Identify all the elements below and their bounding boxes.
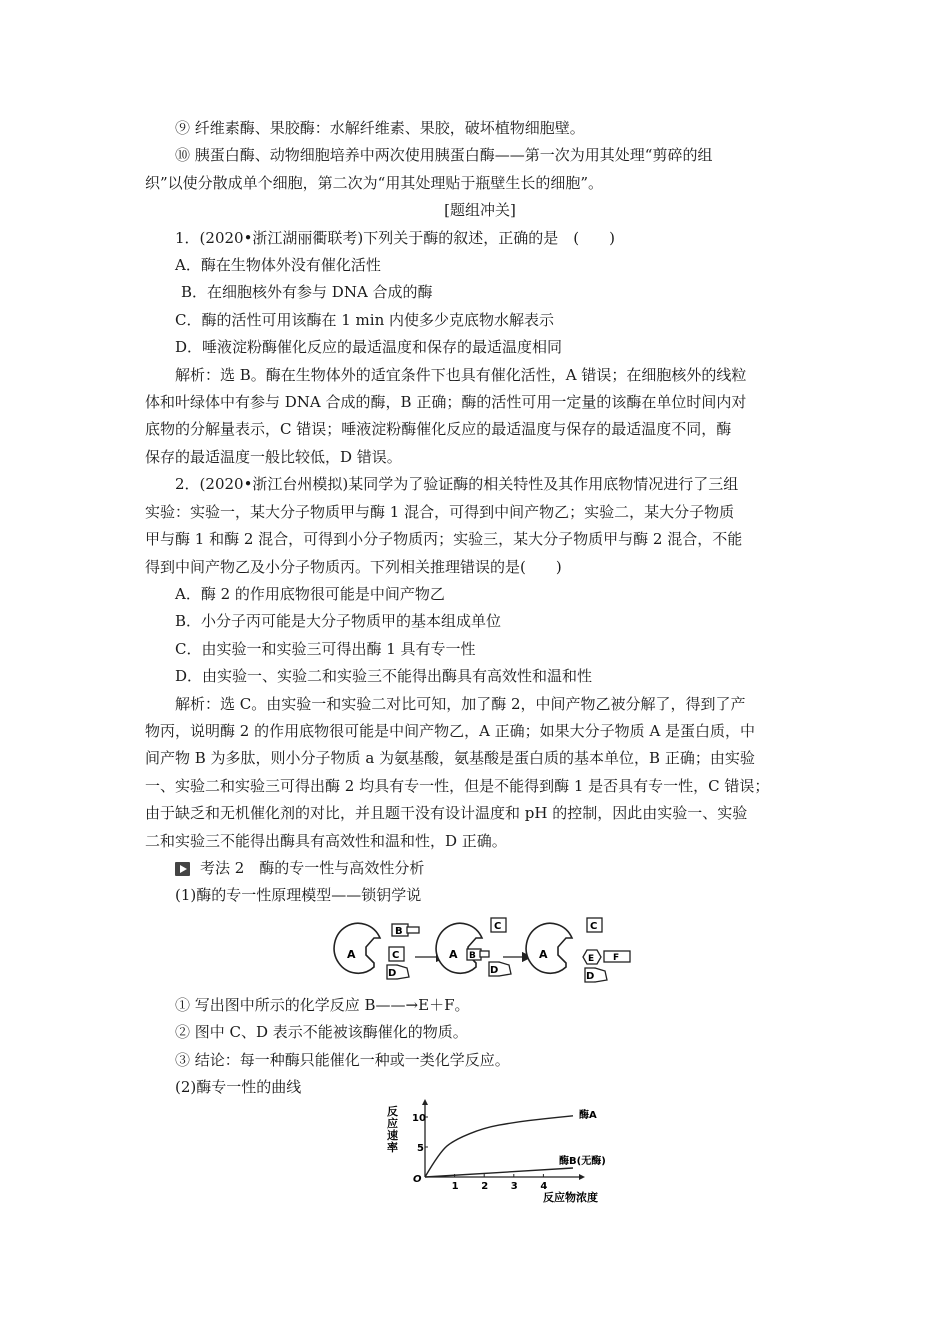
enzyme-a-stage-2 bbox=[436, 923, 489, 973]
play-icon bbox=[175, 862, 190, 876]
question-1-stem: 1．(2020•浙江湖丽衢联考)下列关于酶的叙述，正确的是 ( ) bbox=[175, 228, 615, 247]
question-2-option-b: B．小分子丙可能是大分子物质甲的基本组成单位 bbox=[175, 612, 502, 631]
answer-2-line: 解析：选 C。由实验一和实验二对比可知，加了酶 2，中间产物乙被分解了，得到了产 bbox=[175, 694, 746, 713]
molecule-c-stage-3 bbox=[587, 918, 602, 932]
question-1-option-d: D．唾液淀粉酶催化反应的最适温度和保存的最适温度相同 bbox=[175, 338, 563, 357]
question-2-stem: 得到中间产物乙及小分子物质丙。下列相关推理错误的是( ) bbox=[145, 557, 562, 576]
series-line-enzyme-a bbox=[425, 1116, 573, 1177]
product-e-label: E bbox=[588, 953, 595, 964]
subsection-title: (2)酶专一性的曲线 bbox=[175, 1078, 302, 1096]
question-2-option-a: A．酶 2 的作用底物很可能是中间产物乙 bbox=[175, 584, 445, 603]
text-line: ⑩ 胰蛋白酶、动物细胞培养中两次使用胰蛋白酶——第一次为用其处理“剪碎的组 bbox=[175, 146, 713, 165]
answer-1-line: 体和叶绿体中有参与 DNA 合成的酶，B 正确；酶的活性可用一定量的该酶在单位时间内对 bbox=[145, 393, 747, 412]
molecule-c-label: C bbox=[392, 949, 400, 961]
subsection-title: (1)酶的专一性原理模型——锁钥学说 bbox=[175, 886, 422, 905]
series-label-enzyme-b: 酶B(无酶) bbox=[559, 1156, 606, 1168]
x-tick-label: 3 bbox=[510, 1181, 518, 1193]
text-line: ① 写出图中所示的化学反应 B——→E＋F。 bbox=[175, 995, 470, 1014]
answer-1-line: 解析：选 B。酶在生物体外的适宜条件下也具有催化活性，A 错误；在细胞核外的线粒 bbox=[175, 365, 747, 384]
product-e bbox=[583, 950, 601, 964]
text-line: ② 图中 C、D 表示不能被该酶催化的物质。 bbox=[175, 1023, 468, 1042]
x-tick-label: 1 bbox=[451, 1181, 459, 1193]
enzyme-a-label: A bbox=[539, 947, 548, 961]
series-label-enzyme-a: 酶A bbox=[579, 1110, 597, 1122]
method-heading bbox=[145, 855, 815, 882]
document-page bbox=[145, 115, 815, 1203]
y-axis-label: 速 bbox=[387, 1129, 398, 1143]
x-axis-label: 反应物浓度 bbox=[543, 1191, 598, 1205]
y-axis-label: 反 bbox=[387, 1105, 398, 1119]
question-2-option-d: D．由实验一、实验二和实验三不能得出酶具有高效性和温和性 bbox=[175, 667, 593, 686]
question-2-stem: 2．(2020•浙江台州模拟)某同学为了验证酶的相关特性及其作用底物情况进行了三组 bbox=[175, 475, 739, 494]
molecule-c-stage-1 bbox=[389, 947, 404, 961]
section-title: [题组冲关] bbox=[444, 201, 516, 220]
enzyme-a-stage-1 bbox=[334, 923, 380, 973]
series-line-enzyme-b bbox=[425, 1168, 573, 1177]
x-tick-label: 4 bbox=[540, 1181, 548, 1193]
y-tick-label: 10 bbox=[412, 1113, 426, 1125]
question-1-option-c: C．酶的活性可用该酶在 1 min 内使多少克底物水解表示 bbox=[175, 310, 555, 329]
molecule-d-stage-3 bbox=[585, 968, 607, 982]
substrate-b-label: B bbox=[469, 950, 476, 961]
y-axis-label: 应 bbox=[387, 1117, 398, 1131]
question-2-option-c: C．由实验一和实验三可得出酶 1 具有专一性 bbox=[175, 639, 476, 658]
product-f bbox=[604, 951, 630, 963]
molecule-d-label: D bbox=[388, 967, 397, 979]
text-line: ③ 结论：每一种酶只能催化一种或一类化学反应。 bbox=[175, 1050, 510, 1069]
text-line: 织”以使分散成单个细胞，第二次为“用其处理贴于瓶壁生长的细胞”。 bbox=[145, 173, 604, 192]
answer-2-line: 物丙，说明酶 2 的作用底物很可能是中间产物乙，A 正确；如果大分子物质 A 是蛋白质，中 bbox=[145, 721, 756, 740]
molecule-d-label: D bbox=[490, 964, 499, 976]
answer-2-line: 一、实验二和实验三可得出酶 2 均具有专一性，但是不能得到酶 1 是否具有专一性，C 错误； bbox=[145, 776, 770, 795]
answer-1-line: 保存的最适温度一般比较低，D 错误。 bbox=[145, 447, 402, 466]
answer-1-line: 底物的分解量表示，C 错误；唾液淀粉酶催化反应的最适温度与保存的最适温度不同，酶 bbox=[145, 420, 732, 439]
molecule-c-label: C bbox=[494, 920, 502, 932]
x-tick-label: 2 bbox=[481, 1181, 489, 1193]
question-1-option-b: B．在细胞核外有参与 DNA 合成的酶 bbox=[181, 283, 433, 302]
molecule-c-stage-2 bbox=[491, 918, 506, 932]
enzyme-a-label: A bbox=[347, 947, 356, 961]
lock-key-diagram bbox=[341, 912, 641, 992]
enzyme-a-label: A bbox=[449, 947, 458, 961]
text-line: ⑨ 纤维素酶、果胶酶：水解纤维素、果胶，破坏植物细胞壁。 bbox=[175, 119, 585, 137]
molecule-d-stage-2 bbox=[489, 962, 511, 976]
question-1-option-a: A．酶在生物体外没有催化活性 bbox=[175, 256, 381, 275]
origin-label: O bbox=[413, 1174, 422, 1186]
question-2-stem: 实验：实验一，某大分子物质甲与酶 1 混合，可得到中间产物乙；实验二，某大分子物质 bbox=[145, 502, 735, 521]
answer-2-line: 二和实验三不能得出酶具有高效性和温和性，D 正确。 bbox=[145, 831, 507, 850]
x-axis-arrow bbox=[579, 1174, 585, 1180]
molecule-c-label: C bbox=[590, 920, 598, 932]
question-2-stem: 甲与酶 1 和酶 2 混合，可得到小分子物质丙；实验三，某大分子物质甲与酶 2 混合，不能 bbox=[145, 530, 743, 549]
method-heading-text: 考法 2 酶的专一性与高效性分析 bbox=[200, 858, 425, 877]
answer-2-line: 间产物 B 为多肽，则小分子物质 a 为氨基酸，氨基酸是蛋白质的基本单位，B 正确；由实验 bbox=[145, 749, 755, 768]
product-f-label: F bbox=[613, 952, 620, 963]
molecule-d-stage-1 bbox=[387, 965, 409, 979]
enzyme-a-stage-3 bbox=[526, 923, 572, 973]
y-axis-label: 率 bbox=[387, 1141, 398, 1155]
molecule-d-label: D bbox=[586, 970, 595, 982]
enzyme-specificity-chart bbox=[387, 1105, 606, 1205]
y-tick-label: 5 bbox=[417, 1143, 424, 1155]
substrate-b-label: B bbox=[395, 925, 403, 937]
substrate-b-stage-1 bbox=[392, 924, 419, 937]
answer-2-line: 由于缺乏和无机催化剂的对比，并且题干没有设计温度和 pH 的控制，因此由实验一、实验 bbox=[145, 804, 748, 823]
